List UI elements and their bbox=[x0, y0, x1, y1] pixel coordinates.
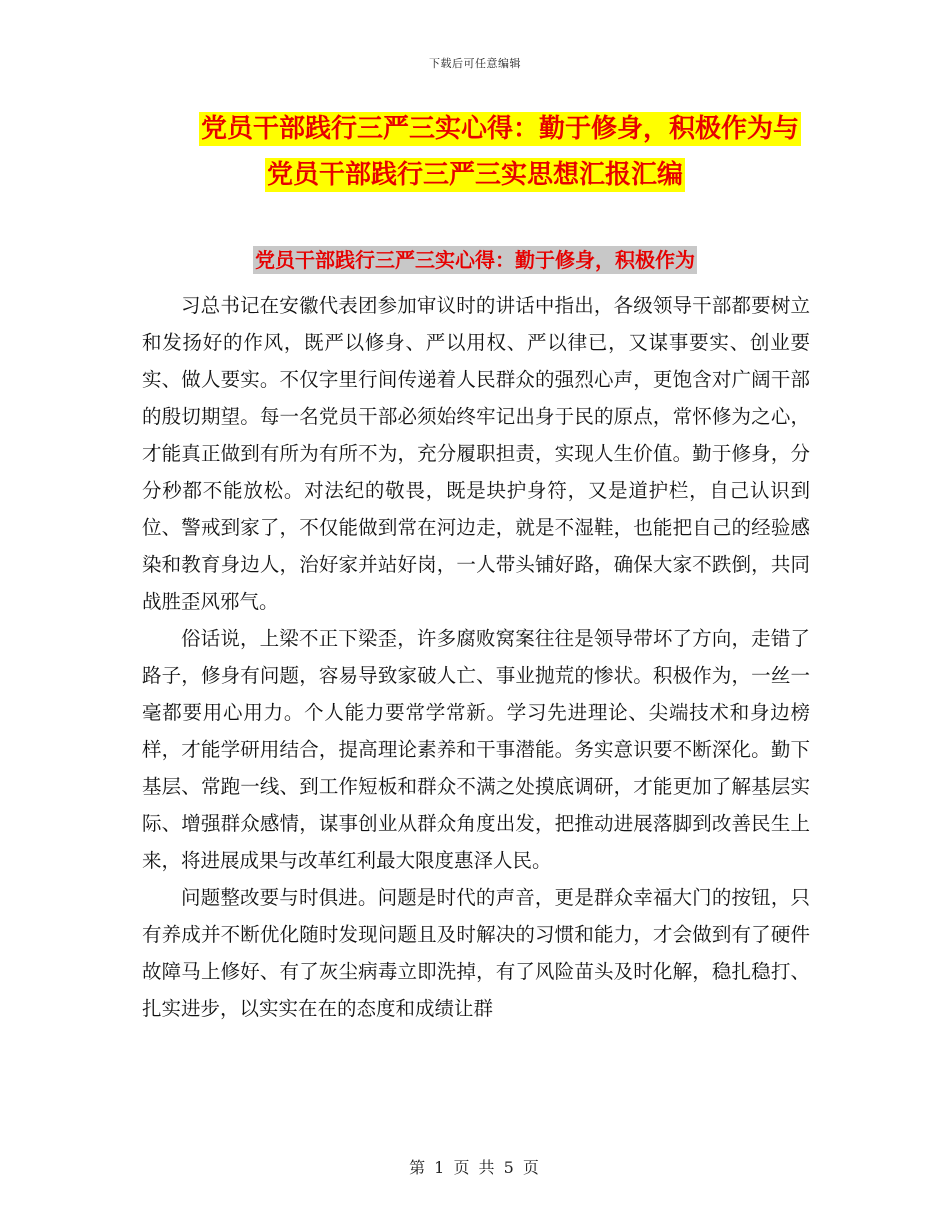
body-text bbox=[142, 287, 810, 1027]
paragraph: 问题整改要与时俱进。问题是时代的声音，更是群众幸福大门的按钮，只有养成并不断优化随时发现问题且及时解决的习惯和能力，才会做到有了硬件故障马上修好、有了灰尘病毒立即洗掉，有了风险苗头及时化解，稳扎稳打、扎实进步，以实实在在的态度和成绩让群 bbox=[142, 886, 810, 1020]
header-note: 下载后可任意编辑 bbox=[429, 57, 521, 70]
section-title bbox=[0, 244, 950, 276]
page-footer: 第 1 页 共 5 页 bbox=[409, 1158, 541, 1177]
title-line-2: 党员干部践行三严三实思想汇报汇编 bbox=[266, 160, 683, 190]
title-line-1: 党员干部践行三严三实心得：勤于修身，积极作为与 bbox=[200, 114, 799, 144]
paragraph: 俗话说，上梁不正下梁歪，许多腐败窝案往往是领导带坏了方向，走错了路子，修身有问题，容易导致家破人亡、事业抛荒的惨状。积极作为，一丝一毫都要用心用力。个人能力要常学常新。学习先进理论、尖端技术和身边榜样，才能学研用结合，提高理论素养和干事潜能。务实意识要不断深化。勤下基层、常跑一线、到工作短板和群众不满之处摸底调研，才能更加了解基层实际、增强群众感情，谋事创业从群众角度出发，把推动进展落脚到改善民生上来，将进展成果与改革红利最大限度惠泽人民。 bbox=[142, 627, 810, 872]
document-title bbox=[0, 106, 950, 198]
title-line-2-wrapper bbox=[0, 152, 950, 198]
title-line-1-wrapper bbox=[0, 106, 950, 152]
paragraph: 习总书记在安徽代表团参加审议时的讲话中指出，各级领导干部都要树立和发扬好的作风，既严以修身、严以用权、严以律已，又谋事要实、创业要实、做人要实。不仅字里行间传递着人民群众的强烈心声，更饱含对广阔干部的殷切期望。每一名党员干部必须始终牢记出身于民的原点，常怀修为之心，才能真正做到有所为有所不为，充分履职担责，实现人生价值。勤于修身，分分秒都不能放松。对法纪的敬畏，既是块护身符，又是道护栏，自己认识到位、警戒到家了，不仅能做到常在河边走，就是不湿鞋，也能把自己的经验感染和教育身边人，治好家并站好岗，一人带头铺好路，确保大家不跌倒，共同战胜歪风邪气。 bbox=[142, 294, 810, 613]
section-title-text: 党员干部践行三严三实心得：勤于修身，积极作为 bbox=[255, 248, 695, 272]
